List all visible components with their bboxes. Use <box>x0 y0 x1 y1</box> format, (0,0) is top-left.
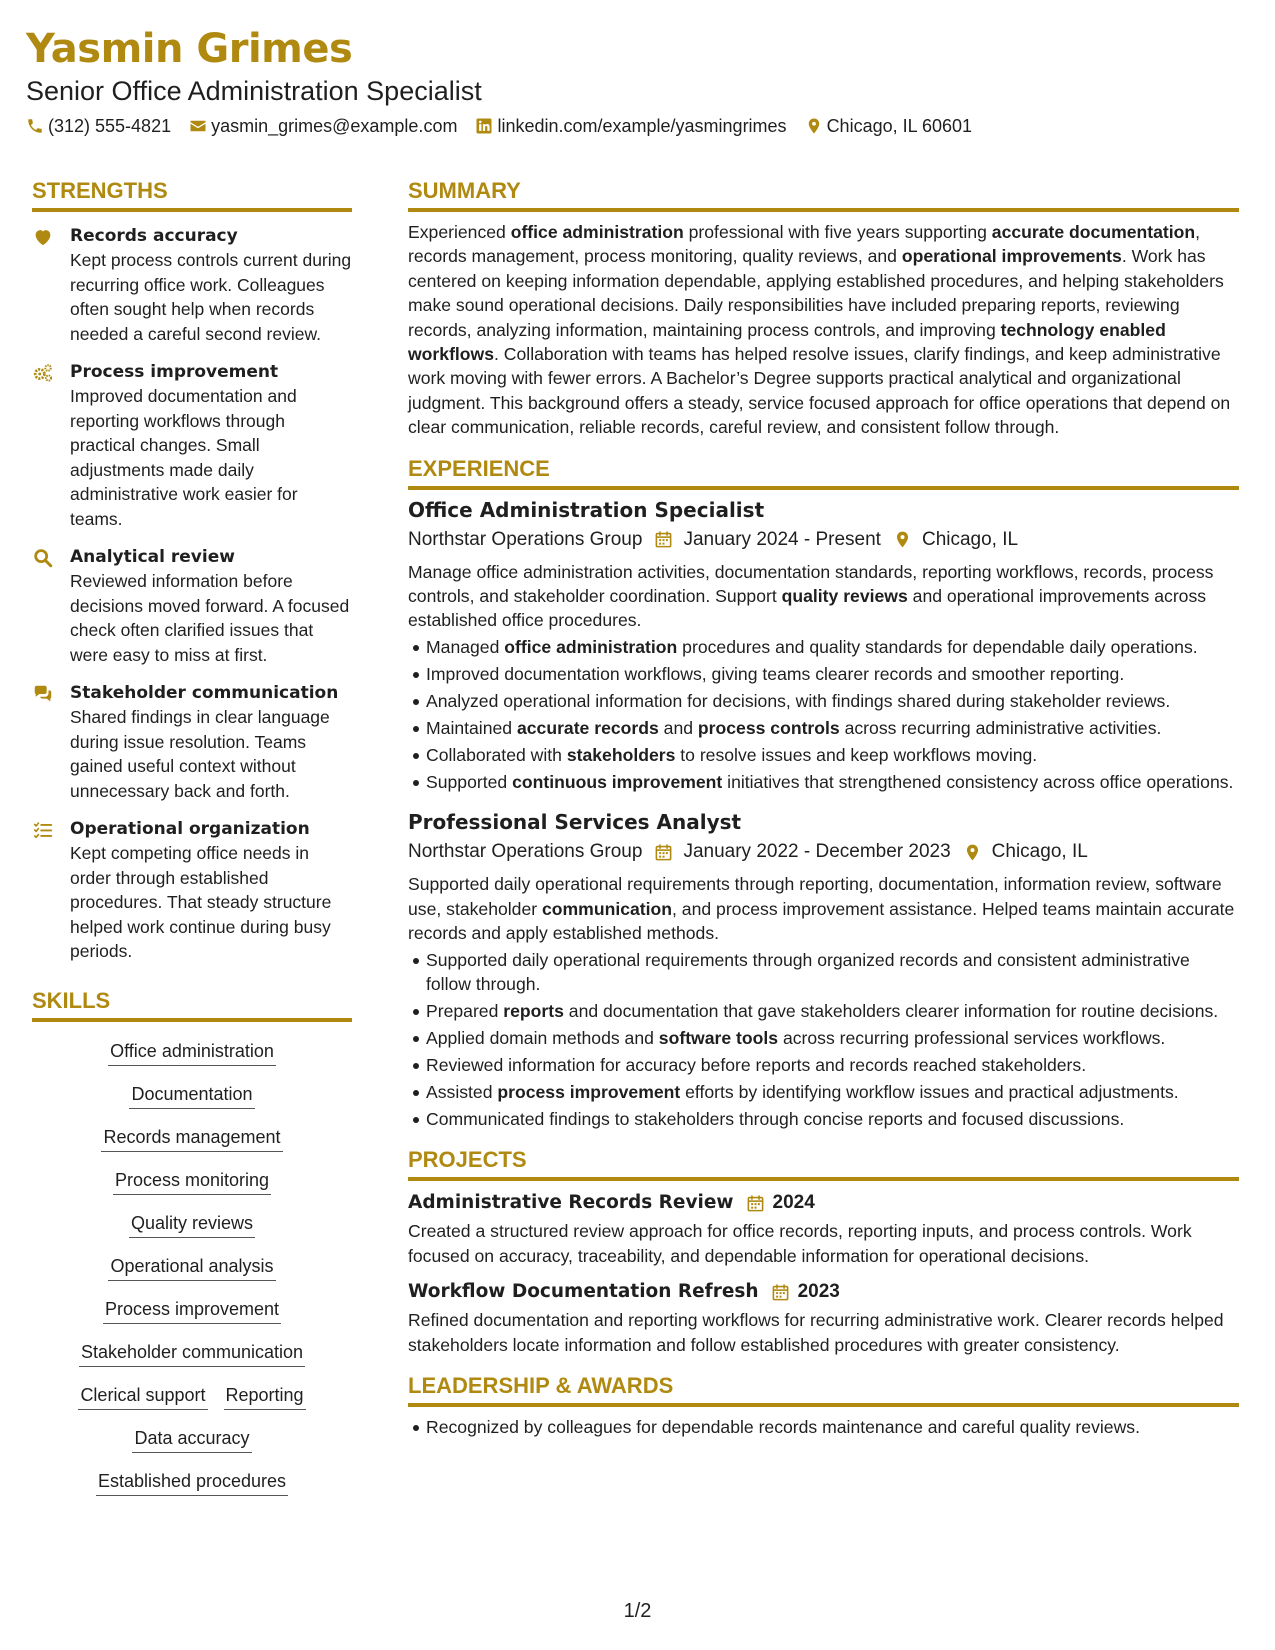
job-meta <box>408 526 1239 554</box>
contact-email[interactable] <box>189 116 457 137</box>
emphasis-text: process controls <box>697 717 840 738</box>
job-entry <box>408 808 1239 1131</box>
calendar-icon <box>654 843 673 862</box>
emphasis-text: operational improvements <box>901 246 1122 267</box>
map-pin-icon <box>805 117 823 135</box>
text-run: across recurring administrative activities. <box>839 717 1162 738</box>
job-title: Office Administration Specialist <box>408 497 765 522</box>
job-meta <box>408 838 1239 866</box>
summary-text <box>408 220 1239 440</box>
right-column <box>408 176 1239 1442</box>
company-name: Northstar Operations Group <box>408 528 643 550</box>
contact-bar <box>26 113 990 139</box>
strength-title: Process improvement <box>70 362 279 382</box>
strength-item <box>32 545 352 667</box>
bullet-item <box>426 999 1239 1023</box>
text-run: , and process improvement assistance. Helped teams maintain accurate records and apply established methods. <box>408 898 1235 944</box>
summary-section <box>408 176 1239 440</box>
leadership-heading: LEADERSHIP & AWARDS <box>408 1371 1239 1407</box>
job-entry <box>408 496 1239 795</box>
phone-text: (312) 555-4821 <box>48 115 172 136</box>
strength-description: Reviewed information before decisions moved forward. A focused check often clarified issues that were easy to miss at first. <box>70 571 350 665</box>
location-text: Chicago, IL 60601 <box>826 115 973 136</box>
text-run: Communicated findings to stakeholders through concise reports and focused discussions. <box>426 1108 1125 1129</box>
project-entry <box>408 1278 1239 1357</box>
map-pin-icon <box>963 843 982 862</box>
skill-row <box>32 1253 352 1281</box>
project-year: 2023 <box>797 1281 840 1303</box>
emphasis-text: communication <box>542 898 673 919</box>
skill-row <box>32 1468 352 1496</box>
job-location: Chicago, IL <box>991 841 1088 863</box>
skill-row <box>32 1382 352 1410</box>
contact-linkedin[interactable] <box>475 116 786 137</box>
skills-heading: SKILLS <box>32 986 352 1022</box>
bullet-item <box>426 770 1239 794</box>
strengths-section <box>32 176 352 964</box>
skill-row <box>32 1210 352 1238</box>
job-location: Chicago, IL <box>921 528 1019 550</box>
skills-section <box>32 986 352 1496</box>
emphasis-text: technology enabled workflows <box>408 319 1166 365</box>
emphasis-text: software tools <box>658 1027 779 1048</box>
bullet-item <box>426 1107 1239 1131</box>
bullet-item <box>426 662 1239 686</box>
skill-tag: Office administration <box>108 1038 276 1066</box>
bullet-item <box>426 948 1239 997</box>
project-year: 2024 <box>772 1192 815 1214</box>
skill-row <box>32 1296 352 1324</box>
text-run: and documentation that gave stakeholders clearer information for routine decisions. <box>563 1000 1219 1021</box>
search-icon <box>32 547 54 569</box>
comments-icon <box>32 683 54 705</box>
strength-item <box>32 224 352 346</box>
text-run: and <box>658 717 698 738</box>
text-run: professional with five years supporting <box>683 222 992 242</box>
text-run: Assisted <box>426 1081 498 1102</box>
skill-tag: Records management <box>101 1124 282 1152</box>
job-bullets <box>408 635 1239 794</box>
emphasis-text: continuous improvement <box>512 771 723 792</box>
project-header <box>408 1278 1239 1306</box>
award-item: Recognized by colleagues for dependable records maintenance and careful quality reviews. <box>426 1415 1239 1439</box>
strengths-list <box>32 224 352 964</box>
linkedin-icon <box>475 117 493 135</box>
bullet-item <box>426 689 1239 713</box>
text-run: across recurring professional services workflows. <box>778 1027 1166 1048</box>
job-description <box>408 560 1239 633</box>
text-run: Experienced <box>408 222 511 242</box>
text-run: efforts by identifying workflow issues and practical adjustments. <box>680 1081 1179 1102</box>
bullet-item <box>426 743 1239 767</box>
text-run: Managed <box>426 636 505 657</box>
job-description <box>408 872 1239 945</box>
text-run: Manage office administration activities, documentation standards, reporting workflows, records, process controls, and stakeholder coordination. Support <box>408 561 1214 607</box>
envelope-icon <box>189 117 207 135</box>
phone-icon <box>26 117 44 135</box>
strength-description: Kept process controls current during recurring office work. Colleagues often sought help when records needed a careful second review. <box>70 250 352 344</box>
gears-icon <box>32 362 54 384</box>
text-run: and operational improvements across established office procedures. <box>408 586 1207 631</box>
skill-tag: Process improvement <box>103 1296 281 1324</box>
text-run: Maintained <box>426 717 517 738</box>
leadership-list <box>408 1415 1239 1439</box>
skill-tag: Clerical support <box>78 1382 207 1410</box>
emphasis-text: accurate records <box>516 717 659 738</box>
text-run: Applied domain methods and <box>426 1027 659 1048</box>
candidate-headline: Senior Office Administration Specialist <box>26 76 482 106</box>
map-pin-icon <box>893 530 912 549</box>
skill-tag: Operational analysis <box>108 1253 275 1281</box>
emphasis-text: stakeholders <box>566 744 676 765</box>
skill-row <box>32 1081 352 1109</box>
text-run: Prepared <box>426 1000 504 1021</box>
skill-row <box>32 1167 352 1195</box>
experience-section <box>408 454 1239 1132</box>
strength-description: Kept competing office needs in order through established procedures. That steady structure helped work continue during busy periods. <box>70 843 332 961</box>
strengths-heading: STRENGTHS <box>32 176 352 212</box>
calendar-icon <box>654 530 673 549</box>
text-run: Collaborated with <box>426 744 567 765</box>
skill-tag: Stakeholder communication <box>79 1339 305 1367</box>
skill-tag: Documentation <box>129 1081 254 1109</box>
text-run: . Work has centered on keeping information dependable, applying established procedures, and helping stakeholders make sound operational decisions. Daily responsibilities have included preparing reports, reviewing records, analyzing information, maintaining process controls, and improving <box>408 246 1224 340</box>
strength-title: Analytical review <box>70 547 235 567</box>
skill-tag: Established procedures <box>96 1468 288 1496</box>
left-column <box>32 176 352 1511</box>
emphasis-text: quality reviews <box>781 586 908 607</box>
experience-heading: EXPERIENCE <box>408 454 1239 490</box>
project-description: Refined documentation and reporting workflows for recurring administrative work. Clearer records helped stakeholders locate information and follow established procedures with greater consistency. <box>408 1310 1224 1355</box>
heart-icon <box>32 226 54 248</box>
linkedin-link[interactable]: linkedin.com/example/yasmingrimes <box>497 115 787 136</box>
emphasis-text: reports <box>503 1000 564 1021</box>
checklist-icon <box>32 819 54 841</box>
bullet-item <box>426 635 1239 659</box>
text-run: Supported daily operational requirements through reporting, documentation, information review, software use, stakeholder <box>408 874 1222 919</box>
strength-description: Shared findings in clear language during issue resolution. Teams gained useful context without unnecessary back and forth. <box>70 707 330 801</box>
strength-description: Improved documentation and reporting workflows through practical changes. Small adjustments made daily administrative work easier for teams. <box>70 386 298 529</box>
bullet-item <box>426 1026 1239 1050</box>
bullet-item <box>426 716 1239 740</box>
job-bullets <box>408 948 1239 1132</box>
strength-title: Records accuracy <box>70 226 238 246</box>
project-description: Created a structured review approach for office records, reporting inputs, and process controls. Work focused on accuracy, traceability, and dependable information for operational decisions. <box>408 1221 1192 1266</box>
experience-list <box>408 496 1239 1132</box>
text-run: to resolve issues and keep workflows moving. <box>675 744 1038 765</box>
project-title: Administrative Records Review <box>408 1192 734 1214</box>
contact-phone <box>26 116 171 137</box>
skill-row <box>32 1339 352 1367</box>
emphasis-text: office administration <box>510 222 684 242</box>
page-number: 1/2 <box>623 1600 652 1622</box>
strength-item <box>32 360 352 531</box>
skills-list <box>32 1038 352 1496</box>
skill-tag: Data accuracy <box>132 1425 251 1453</box>
skill-row <box>32 1038 352 1066</box>
calendar-icon <box>746 1194 765 1213</box>
contact-location <box>805 116 972 137</box>
calendar-icon <box>771 1283 790 1302</box>
skill-row <box>32 1425 352 1453</box>
text-run: Supported daily operational requirements through organized records and consistent administrative follow through. <box>426 949 1190 994</box>
skill-tag: Quality reviews <box>129 1210 255 1238</box>
job-title: Professional Services Analyst <box>408 810 742 835</box>
emphasis-text: process improvement <box>497 1081 681 1102</box>
text-run: Improved documentation workflows, giving teams clearer records and smoother reporting. <box>426 663 1125 684</box>
bullet-item <box>426 1080 1239 1104</box>
text-run: initiatives that strengthened consistency across office operations. <box>722 771 1234 792</box>
bullet-item <box>426 1053 1239 1077</box>
job-dates: January 2022 - December 2023 <box>683 841 951 863</box>
skill-row <box>32 1124 352 1152</box>
job-dates: January 2024 - Present <box>683 528 881 550</box>
text-run: procedures and quality standards for dependable daily operations. <box>677 636 1198 657</box>
text-run: . Collaboration with teams has helped resolve issues, clarify findings, and keep administrative work moving with fewer errors. A Bachelor’s Degree supports practical analytical and organizational judgment. This background offers a steady, service focused approach for office operations that depend on clear communication, reliable records, careful review, and consistent follow through. <box>408 344 1231 438</box>
company-name: Northstar Operations Group <box>408 841 643 863</box>
strength-title: Stakeholder communication <box>70 683 339 703</box>
project-header <box>408 1189 1239 1217</box>
text-run: , records management, process monitoring, quality reviews, and <box>408 222 1201 267</box>
candidate-name: Yasmin Grimes <box>26 26 353 72</box>
project-title: Workflow Documentation Refresh <box>408 1281 759 1303</box>
project-entry <box>408 1189 1239 1268</box>
text-run: Supported <box>426 771 513 792</box>
strength-item <box>32 681 352 803</box>
emphasis-text: accurate documentation <box>991 222 1196 242</box>
summary-heading: SUMMARY <box>408 176 1239 212</box>
strength-title: Operational organization <box>70 819 310 839</box>
skill-tag: Reporting <box>224 1382 306 1410</box>
projects-section <box>408 1145 1239 1357</box>
strength-item <box>32 817 352 964</box>
text-run: Reviewed information for accuracy before reports and records reached stakeholders. <box>426 1054 1087 1075</box>
text-run: Analyzed operational information for decisions, with findings shared during stakeholder reviews. <box>426 690 1171 711</box>
emphasis-text: office administration <box>504 636 678 657</box>
skill-tag: Process monitoring <box>113 1167 271 1195</box>
projects-heading: PROJECTS <box>408 1145 1239 1181</box>
email-link[interactable]: yasmin_grimes@example.com <box>211 115 458 136</box>
leadership-section <box>408 1371 1239 1439</box>
projects-list <box>408 1189 1239 1357</box>
